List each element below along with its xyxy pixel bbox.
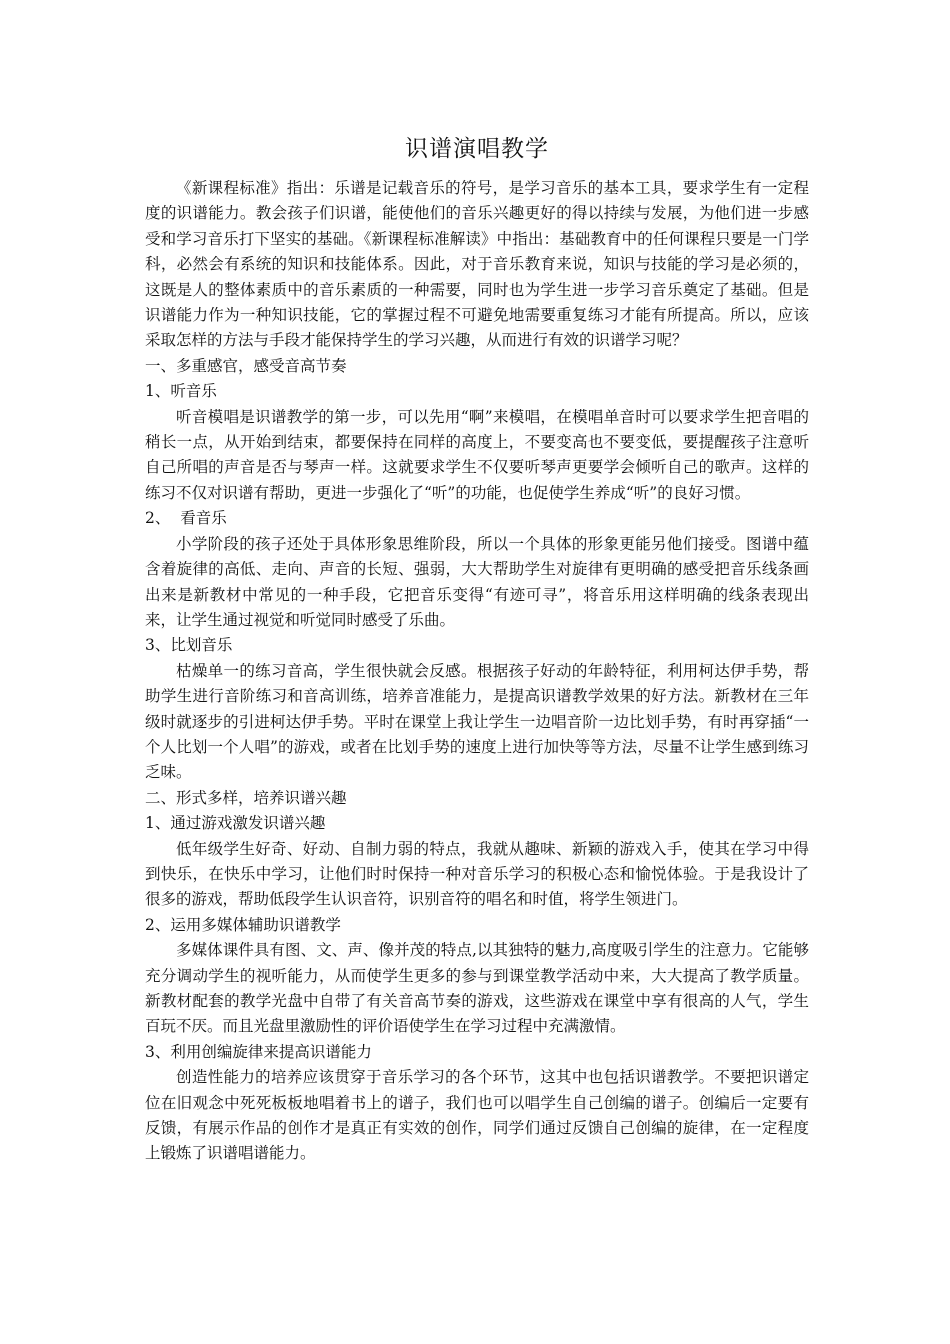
intro-paragraph: 《新课程标准》指出：乐谱是记载音乐的符号，是学习音乐的基本工具，要求学生有一定程度的识谱能力。教会孩子们识谱，能使他们的音乐兴趣更好的得以持续与发展，为他们进一步感受和学习音乐打下坚实的基础。《新课程标准解读》中指出：基础教育中的任何课程只要是一门学科，必然会有系统的知识和技能体系。因此，对于音乐教育来说，知识与技能的学习是必须的，这既是人的整体素质中的音乐素质的一种需要，同时也为学生进一步学习音乐奠定了基础。但是识谱能力作为一种知识技能，它的掌握过程不可避免地需要重复练习才能有所提高。所以，应该采取怎样的方法与手段才能保持学生的学习兴趣，从而进行有效的识谱学习呢？ [145,179,809,350]
subsection-heading-1-1: 1、听音乐 [145,382,217,401]
subsection-heading-2-2: 2、运用多媒体辅助识谱教学 [145,915,341,934]
subsection-heading-2-3: 3、利用创编旋律来提高识谱能力 [145,1042,372,1061]
paragraph-games: 低年级学生好奇、好动、自制力弱的特点，我就从趣味、新颖的游戏入手，使其在学习中得到快乐，在快乐中学习，让他们时时保持一种对音乐学习的积极心态和愉悦体验。于是我设计了很多的游戏，帮助低段学生认识音符，识别音符的唱名和时值，将学生领进门。 [145,839,809,909]
section-heading-2: 二、形式多样，培养识谱兴趣 [145,788,347,807]
section-heading-1: 一、多重感官，感受音高节奏 [145,356,347,375]
paragraph-multimedia: 多媒体课件具有图、文、声、像并茂的特点,以其独特的魅力,高度吸引学生的注意力。它能够充分调动学生的视听能力，从而使学生更多的参与到课堂教学活动中来，大大提高了教学质量。新教材配套的教学光盘中自带了有关音高节奏的游戏，这些游戏在课堂中享有很高的人气，学生百玩不厌。而且光盘里激励性的评价语使学生在学习过程中充满激情。 [145,941,809,1036]
subsection-heading-1-3: 3、比划音乐 [145,636,233,655]
paragraph-listen: 听音模唱是识谱教学的第一步，可以先用“啊”来模唱，在模唱单音时可以要求学生把音唱的稍长一点，从开始到结束，都要保持在同样的高度上，不要变高也不要变低，要提醒孩子注意听自己所唱的声音是否与琴声一样。这就要求学生不仅要听琴声更要学会倾听自己的歌声。这样的练习不仅对识谱有帮助，更进一步强化了“听”的功能，也促使学生养成“听”的良好习惯。 [145,407,809,502]
document-page [145,132,809,1167]
subsection-heading-1-2: 2、 看音乐 [145,509,227,528]
document-title: 识谱演唱教学 [405,136,549,162]
paragraph-see: 小学阶段的孩子还处于具体形象思维阶段，所以一个具体的形象更能另他们接受。图谱中蕴含着旋律的高低、走向、声音的长短、强弱，大大帮助学生对旋律有更明确的感受把音乐线条画出来是新教材中常见的一种手段，它把音乐变得“有迹可寻”，将音乐用这样明确的线条表现出来，让学生通过视觉和听觉同时感受了乐曲。 [145,534,809,629]
paragraph-creation: 创造性能力的培养应该贯穿于音乐学习的各个环节，这其中也包括识谱教学。不要把识谱定位在旧观念中死死板板地唱着书上的谱子，我们也可以唱学生自己创编的谱子。创编后一定要有反馈，有展示作品的创作才是真正有实效的创作，同学们通过反馈自己创编的旋律，在一定程度上锻炼了识谱唱谱能力。 [145,1068,809,1163]
paragraph-gesture: 枯燥单一的练习音高，学生很快就会反感。根据孩子好动的年龄特征，利用柯达伊手势，帮助学生进行音阶练习和音高训练，培养音准能力，是提高识谱教学效果的好方法。新教材在三年级时就逐步的引进柯达伊手势。平时在课堂上我让学生一边唱音阶一边比划手势，有时再穿插“一个人比划一个人唱”的游戏，或者在比划手势的速度上进行加快等等方法，尽量不让学生感到练习乏味。 [145,661,809,782]
subsection-heading-2-1: 1、通过游戏激发识谱兴趣 [145,814,326,833]
